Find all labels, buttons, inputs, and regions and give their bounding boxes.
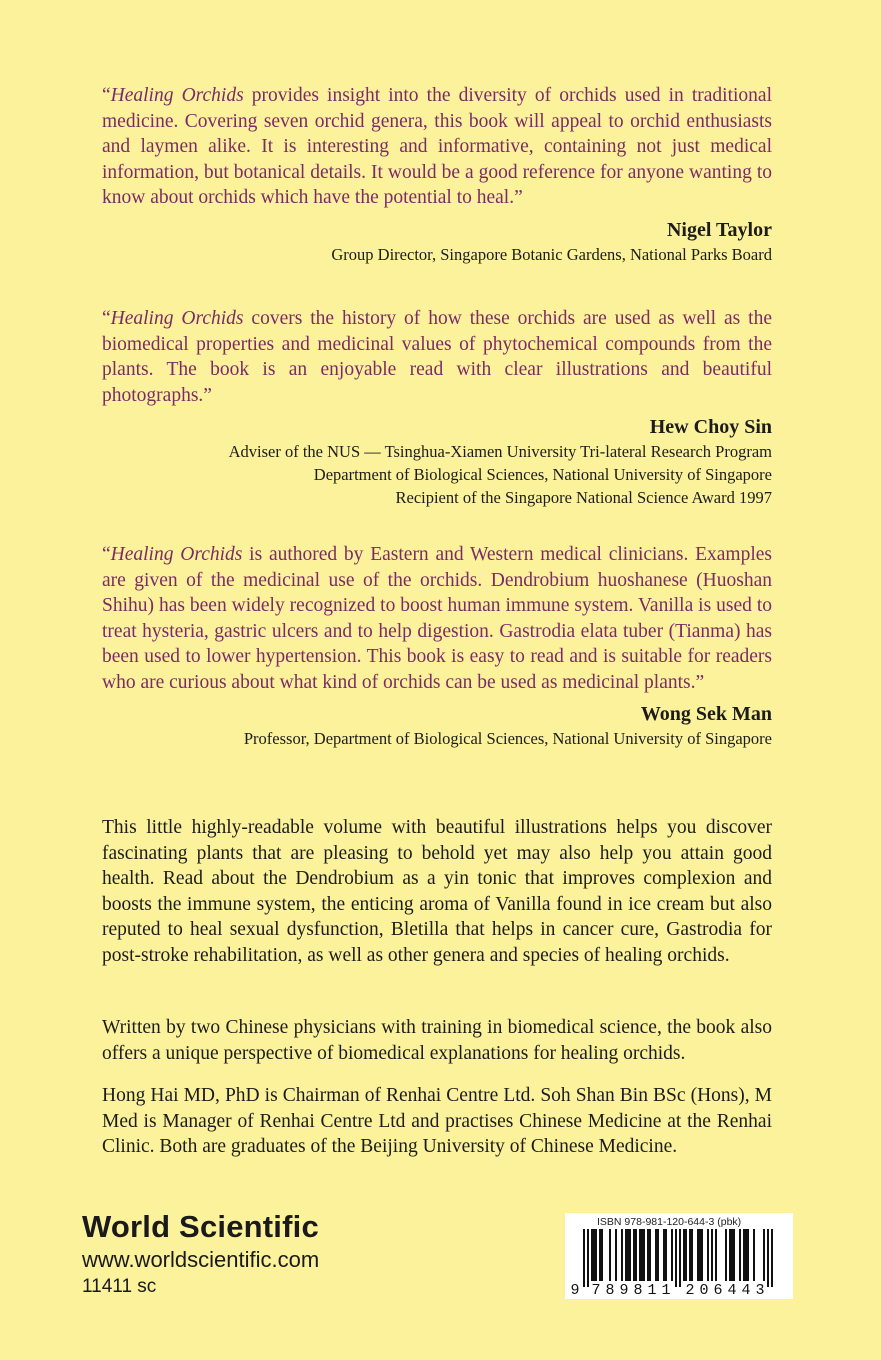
barcode-bar: [753, 1229, 755, 1281]
barcode-bar: [621, 1229, 623, 1281]
barcode-digit: 8: [605, 1282, 615, 1299]
book-title: Healing Orchids: [110, 544, 243, 565]
author-bios: Hong Hai MD, PhD is Chairman of Renhai Centre Ltd. Soh Shan Bin BSc (Hons), M Med is Manager of Renhai Centre Ltd and practises Chinese Medicine at the Renhai Clinic. Both are graduates of the Beijing University of Chinese Medicine.: [102, 1085, 772, 1157]
barcode-digit: 8: [633, 1282, 643, 1299]
isbn-barcode: [565, 1213, 793, 1299]
barcode-bar: [767, 1229, 769, 1287]
reviewer-affiliation: Group Director, Singapore Botanic Gardens, National Parks Board: [331, 244, 772, 264]
book-title: Healing Orchids: [110, 85, 244, 106]
authors-background: Written by two Chinese physicians with training in biomedical science, the book also offers a unique perspective of biomedical explanations for healing orchids.: [102, 1017, 772, 1064]
barcode-bar: [609, 1229, 611, 1281]
barcode-bar: [583, 1229, 585, 1287]
barcode-bar: [731, 1229, 733, 1281]
barcode-bar: [639, 1229, 641, 1281]
barcode-bar: [683, 1229, 685, 1281]
publisher-url: www.worldscientific.com: [82, 1247, 320, 1272]
barcode-bar: [633, 1229, 635, 1281]
book-title: Healing Orchids: [110, 308, 244, 329]
barcode-bar: [649, 1229, 651, 1281]
barcode-bar: [587, 1229, 589, 1287]
publisher-block: [82, 1208, 319, 1300]
review-quote-2: [102, 306, 772, 509]
barcode-bar: [771, 1229, 773, 1287]
barcode-bar: [647, 1229, 649, 1281]
reviewer-affiliation: Adviser of the NUS — Tsinghua-Xiamen University Tri-lateral Research Program: [228, 442, 772, 461]
barcode-bar: [625, 1229, 627, 1281]
barcode-bar: [733, 1229, 735, 1281]
quote-text: “Healing Orchids is authored by Eastern and Western medical clinicians. Examples are given of the medicinal use of the orchids. Dendrobium huoshanese (Huoshan Shihu) has been widely recognized to boost human immune system. Vanilla is used to treat hysteria, gastric ulcers and to help digestion. Gastrodia elata tuber (Tianma) has been used to lower hypertension. This book is easy to read and is suitable for readers who are curious about what kind of orchids can be used as medicinal plants.”: [102, 544, 772, 693]
barcode-digit: 4: [727, 1282, 737, 1299]
quote-text: “Healing Orchids covers the history of how these orchids are used as well as the biomedical properties and medicinal values of phytochemical compounds from the plants. The book is an enjoyable read with clear illustrations and beautiful photographs.”: [102, 308, 772, 406]
barcode-bar: [711, 1229, 713, 1281]
barcode-digit: 2: [685, 1282, 695, 1299]
barcode-bar: [739, 1229, 741, 1281]
barcode-bar: [679, 1229, 681, 1287]
barcode-bar: [641, 1229, 643, 1281]
barcode-bar: [707, 1229, 709, 1281]
barcode-bar: [699, 1229, 701, 1281]
barcode-bar: [743, 1229, 745, 1281]
barcode-bar: [643, 1229, 645, 1281]
barcode-bar: [591, 1229, 593, 1281]
barcode-bar: [729, 1229, 731, 1281]
barcode-image: [565, 1213, 793, 1299]
book-description: This little highly-readable volume with beautiful illustrations helps you discover fascinating plants that are pleasing to behold yet may also help you attain good health. Read about the Dendrobium as a yin tonic that improves complexion and boosts the immune system, the enticing aroma of Vanilla found in ice cream but also reputed to heal sexual dysfunction, Bletilla that helps in cancer cure, Gastrodia for post-stroke rehabilitation, as well as other genera and species of healing orchids.: [102, 817, 772, 966]
barcode-bar: [665, 1229, 667, 1281]
barcode-bar: [691, 1229, 693, 1281]
barcode-bar: [599, 1229, 601, 1281]
quote-text: “Healing Orchids provides insight into the diversity of orchids used in traditional medicine. Covering seven orchid genera, this book will appeal to orchid enthusiasts and laymen alike. It is interesting and informative, containing not just medical information, but botanical details. It would be a good reference for anyone wanting to know about orchids which have the potential to heal.”: [102, 85, 772, 208]
reviewer-affiliation: Department of Biological Sciences, National University of Singapore: [313, 465, 772, 484]
barcode-bar: [689, 1229, 691, 1281]
barcode-digit: 9: [619, 1282, 629, 1299]
isbn-number: ISBN 978-981-120-644-3 (pbk): [597, 1216, 742, 1228]
barcode-digit: 1: [647, 1282, 657, 1299]
barcode-bar: [601, 1229, 603, 1281]
barcode-bar: [675, 1229, 677, 1287]
barcode-bar: [685, 1229, 687, 1281]
barcode-digit: 9: [570, 1282, 580, 1299]
review-quote-1: [102, 83, 772, 266]
reviewer-name: Nigel Taylor: [666, 218, 772, 241]
barcode-bar: [635, 1229, 637, 1281]
barcode-bar: [747, 1229, 749, 1281]
barcode-bar: [701, 1229, 703, 1281]
product-code: 11411 sc: [82, 1276, 157, 1297]
barcode-bar: [655, 1229, 657, 1281]
barcode-digit: 0: [699, 1282, 709, 1299]
barcode-bar: [593, 1229, 595, 1281]
barcode-bar: [663, 1229, 665, 1281]
barcode-digit: 3: [755, 1282, 765, 1299]
reviewer-name: Wong Sek Man: [640, 703, 772, 725]
barcode-bar: [745, 1229, 747, 1281]
reviewer-affiliation: Professor, Department of Biological Sciences, National University of Singapore: [243, 729, 772, 748]
reviewer-name: Hew Choy Sin: [649, 416, 772, 438]
barcode-bar: [715, 1229, 717, 1281]
barcode-bar: [595, 1229, 597, 1281]
barcode-digit: 4: [741, 1282, 751, 1299]
barcode-bar: [763, 1229, 765, 1281]
barcode-bar: [657, 1229, 659, 1281]
barcode-digit: 7: [591, 1282, 601, 1299]
barcode-digit: 6: [713, 1282, 723, 1299]
reviewer-award: Recipient of the Singapore National Science Award 1997: [395, 488, 772, 507]
barcode-bar: [697, 1229, 699, 1281]
barcode-bar: [629, 1229, 631, 1281]
barcode-digit: 1: [661, 1282, 671, 1299]
barcode-bar: [725, 1229, 727, 1281]
barcode-bar: [615, 1229, 617, 1281]
barcode-bar: [671, 1229, 673, 1281]
publisher-name: World Scientific: [82, 1209, 319, 1244]
review-quote-3: [102, 542, 772, 750]
barcode-bar: [627, 1229, 629, 1281]
